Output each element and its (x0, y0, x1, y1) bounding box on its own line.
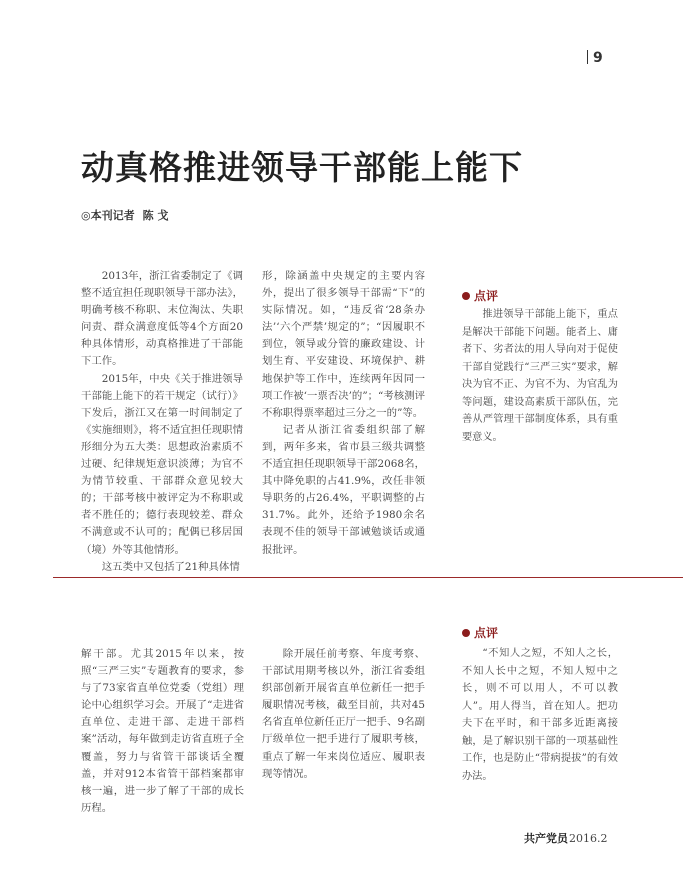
col1-paragraph: 这五类中又包括了21种具体情 (101, 560, 240, 573)
section-divider (53, 577, 683, 578)
comment-text: “不知人之短，不知人之长，不知人长中之短，不知人短中之长，则不可以用人，不可以教人”。用人得当，首在知人。把功夫下在平时，和干部多近距离接触，是了解识别干部的一项基础性工作，也是防止“带病提拔”的有效办法。 (462, 648, 618, 782)
comment-box-1 (462, 306, 618, 446)
col2-paragraph: 形，除涵盖中央规定的主要内容外，提出了很多领导干部需“下”的实际情况。如，“违反省‘28条办法’‘六个严禁’规定的”；“因履职不到位，领导或分管的廉政建设、计划生育、平安建设、环境保护、耕地保护等工作中，连续两年因同一项工作被‘一票否决’的”；“考核测评不称职得票率超过三分之一的”等。 (262, 270, 425, 419)
bullet-dot-icon (462, 629, 470, 637)
comment-text: 推进领导干部能上能下，重点是解决干部能下问题。能者上、庸者下、劣者汰的用人导向对于促使干部自觉践行“三严三实”要求，解决为官不正、为官不为、为官乱为等问题，建设高素质干部队伍，完善从严管理干部制度体系，具有重要意义。 (462, 309, 618, 443)
column-2 (262, 268, 425, 559)
col4-paragraph: 除开展任前考察、年度考察、干部试用期考核以外，浙江省委组织部创新开展省直单位新任一把手履职情况考核，截至目前，共对45名省直单位新任正厅一把手、9名副厅级单位一把手进行了履职考核，重点了解一年来岗位适应、履职表现等情况。 (262, 648, 425, 780)
bullet-dot-icon (462, 292, 470, 300)
column-4 (262, 646, 425, 783)
comment-heading: 点评 (462, 624, 498, 641)
byline-author: 陈 戈 (142, 209, 169, 222)
footer (524, 830, 608, 846)
comment-box-2 (462, 645, 618, 785)
col2-paragraph: 记者从浙江省委组织部了解到，两年多来，省市县三级共调整不适宜担任现职领导干部2068名，其中降免职的占41.9%，改任非领导职务的占26.4%，平职调整的占31.7%。此外，还给予1980余名表现不佳的领导干部诫勉谈话或通报批评。 (262, 423, 425, 556)
comment-heading: 点评 (462, 287, 498, 304)
column-3 (81, 646, 244, 817)
col3-paragraph: 解干部。尤其2015年以来，按照“三严三实”专题教育的要求，参与了73家省直单位党委（党组）理论中心组织学习会。开展了“走进省直单位、走进干部、走进干部档案”活动，每年做到走访省直班子全覆盖，努力与省管干部谈话全覆盖，并对912本省管干部档案都审核一遍，进一步了解了干部的成长历程。 (81, 648, 244, 814)
byline-prefix: ◎本刊记者 (81, 209, 135, 222)
magazine-logo: 共产党员 (524, 832, 568, 845)
col1-paragraph: 2013年，浙江省委制定了《调整不适宜担任现职领导干部办法》，明确考核不称职、末位淘汰、失职问责、群众满意度低等4个方面20种具体情形，动真格推进了干部能下工作。 (81, 270, 243, 368)
article-title: 动真格推进领导干部能上能下 (81, 148, 523, 187)
page-number: 9 (587, 50, 603, 66)
col1-paragraph: 2015年，中央《关于推进领导干部能上能下的若干规定（试行）》下发后，浙江又在第一时间制定了《实施细则》，将不适宜担任现职情形细分为五大类：思想政治素质不过硬、纪律规矩意识淡薄；为官不为情节较重、干部群众意见较大的；干部考核中被评定为不称职或者不胜任的；德行表现较差、群众不满意或不认可的；配偶已移居国（境）外等其他情形。 (81, 372, 243, 556)
column-1 (81, 268, 243, 576)
issue-number: 2016.2 (569, 832, 608, 845)
byline (81, 207, 168, 223)
